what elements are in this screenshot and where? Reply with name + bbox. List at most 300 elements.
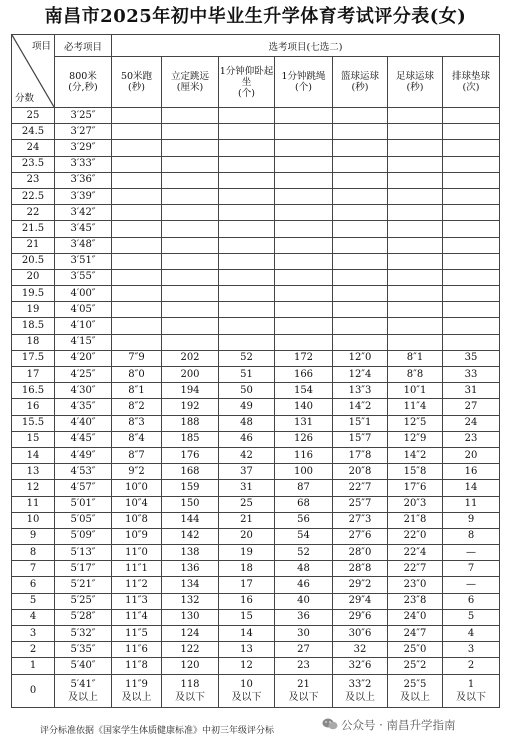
value-cell: 51 bbox=[219, 367, 275, 383]
value-cell: 3′51″ bbox=[55, 253, 112, 269]
corner-score-label: 分数 bbox=[15, 93, 35, 104]
value-cell bbox=[333, 253, 388, 269]
value-cell: 16 bbox=[443, 464, 500, 480]
value-cell: 142 bbox=[162, 528, 219, 544]
value-cell: 27″3 bbox=[333, 512, 388, 528]
table-row bbox=[12, 415, 500, 431]
value-cell: 22″7 bbox=[388, 561, 443, 577]
score-cell: 4 bbox=[12, 609, 55, 625]
column-header-8: 排球垫球 (次) bbox=[443, 57, 500, 108]
value-cell: 29″2 bbox=[333, 577, 388, 593]
value-cell bbox=[162, 302, 219, 318]
value-cell: 23 bbox=[443, 431, 500, 447]
value-cell bbox=[219, 156, 275, 172]
value-cell: 42 bbox=[219, 447, 275, 463]
value-cell bbox=[275, 269, 333, 285]
value-cell bbox=[388, 156, 443, 172]
value-cell bbox=[275, 108, 333, 124]
score-cell: 15.5 bbox=[12, 415, 55, 431]
value-cell bbox=[112, 318, 162, 334]
value-cell bbox=[333, 269, 388, 285]
value-cell: 150 bbox=[162, 496, 219, 512]
score-cell: 2 bbox=[12, 642, 55, 658]
value-cell: 100 bbox=[275, 464, 333, 480]
value-cell bbox=[333, 237, 388, 253]
column-header-6: 篮球运球 (秒) bbox=[333, 57, 388, 108]
value-cell: 159 bbox=[162, 480, 219, 496]
value-cell bbox=[388, 302, 443, 318]
value-cell: 35 bbox=[443, 350, 500, 366]
table-row bbox=[12, 383, 500, 399]
table-row bbox=[12, 140, 500, 156]
value-cell: 25″0 bbox=[388, 642, 443, 658]
value-cell bbox=[112, 334, 162, 350]
value-cell bbox=[219, 205, 275, 221]
value-cell bbox=[275, 124, 333, 140]
score-cell: 17.5 bbox=[12, 350, 55, 366]
value-cell: 24″0 bbox=[388, 609, 443, 625]
value-cell: 4′10″ bbox=[55, 318, 112, 334]
value-cell: 14 bbox=[219, 626, 275, 642]
value-cell: 126 bbox=[275, 431, 333, 447]
value-cell: 31 bbox=[219, 480, 275, 496]
value-cell: 2 bbox=[443, 658, 500, 674]
table-row bbox=[12, 156, 500, 172]
watermark-text: 公众号 · 南昌升学指南 bbox=[341, 718, 456, 732]
value-cell bbox=[219, 253, 275, 269]
column-header-2: 50米跑 (秒) bbox=[112, 57, 162, 108]
value-cell bbox=[275, 221, 333, 237]
table-row bbox=[12, 269, 500, 285]
table-row bbox=[12, 302, 500, 318]
value-cell: 11″1 bbox=[112, 561, 162, 577]
value-cell: 4′57″ bbox=[55, 480, 112, 496]
table-row bbox=[12, 496, 500, 512]
value-cell: 15″1 bbox=[333, 415, 388, 431]
score-cell: 8 bbox=[12, 545, 55, 561]
value-cell: 5′40″ bbox=[55, 658, 112, 674]
value-cell: 3′42″ bbox=[55, 205, 112, 221]
value-cell: 3′48″ bbox=[55, 237, 112, 253]
value-cell bbox=[443, 188, 500, 204]
value-cell: 124 bbox=[162, 626, 219, 642]
value-cell bbox=[443, 286, 500, 302]
value-cell: 31 bbox=[443, 383, 500, 399]
table-row bbox=[12, 399, 500, 415]
score-cell: 22.5 bbox=[12, 188, 55, 204]
table-row bbox=[12, 545, 500, 561]
value-cell: 19 bbox=[219, 545, 275, 561]
value-cell bbox=[219, 188, 275, 204]
value-cell: 10″9 bbox=[112, 528, 162, 544]
value-cell: 8″1 bbox=[112, 383, 162, 399]
score-cell: 7 bbox=[12, 561, 55, 577]
value-cell: 14″2 bbox=[388, 447, 443, 463]
value-cell bbox=[162, 156, 219, 172]
value-cell: 21″8 bbox=[388, 512, 443, 528]
value-cell: 8″2 bbox=[112, 399, 162, 415]
table-row bbox=[12, 642, 500, 658]
value-cell: 8″3 bbox=[112, 415, 162, 431]
value-cell: 29″4 bbox=[333, 593, 388, 609]
value-cell: 21 bbox=[219, 512, 275, 528]
value-cell bbox=[275, 286, 333, 302]
value-cell: 30″6 bbox=[333, 626, 388, 642]
value-cell: 11″2 bbox=[112, 577, 162, 593]
value-cell: 4′30″ bbox=[55, 383, 112, 399]
value-cell bbox=[388, 334, 443, 350]
value-cell bbox=[388, 237, 443, 253]
score-cell: 21 bbox=[12, 237, 55, 253]
value-cell bbox=[219, 140, 275, 156]
value-cell: 188 bbox=[162, 415, 219, 431]
table-row bbox=[12, 188, 500, 204]
score-cell: 20.5 bbox=[12, 253, 55, 269]
value-cell bbox=[333, 334, 388, 350]
value-cell: 4′15″ bbox=[55, 334, 112, 350]
value-cell bbox=[162, 221, 219, 237]
value-cell: 46 bbox=[275, 577, 333, 593]
value-cell: 154 bbox=[275, 383, 333, 399]
value-cell: 22″7 bbox=[333, 480, 388, 496]
value-cell: 28″0 bbox=[333, 545, 388, 561]
value-cell: 138 bbox=[162, 545, 219, 561]
value-cell: 5′05″ bbox=[55, 512, 112, 528]
value-cell: 54 bbox=[275, 528, 333, 544]
score-cell: 18.5 bbox=[12, 318, 55, 334]
value-cell: 166 bbox=[275, 367, 333, 383]
value-cell: 11″3 bbox=[112, 593, 162, 609]
value-cell: 10″0 bbox=[112, 480, 162, 496]
value-cell bbox=[112, 140, 162, 156]
value-cell bbox=[443, 205, 500, 221]
value-cell: 116 bbox=[275, 447, 333, 463]
table-row bbox=[12, 480, 500, 496]
value-cell bbox=[112, 172, 162, 188]
table-row bbox=[12, 253, 500, 269]
value-cell: 168 bbox=[162, 464, 219, 480]
value-cell: 28″8 bbox=[333, 561, 388, 577]
value-cell: 118 及以下 bbox=[162, 674, 219, 707]
wechat-icon bbox=[322, 717, 338, 731]
value-cell: 7 bbox=[443, 561, 500, 577]
value-cell: 56 bbox=[275, 512, 333, 528]
value-cell: 7″9 bbox=[112, 350, 162, 366]
value-cell: 9″2 bbox=[112, 464, 162, 480]
value-cell: 200 bbox=[162, 367, 219, 383]
score-cell: 14 bbox=[12, 447, 55, 463]
value-cell bbox=[275, 140, 333, 156]
column-header-3: 立定跳远 (厘米) bbox=[162, 57, 219, 108]
value-cell: 3′33″ bbox=[55, 156, 112, 172]
value-cell: 10″1 bbox=[388, 383, 443, 399]
value-cell: 32 bbox=[333, 642, 388, 658]
value-cell: 3′36″ bbox=[55, 172, 112, 188]
value-cell: 24 bbox=[443, 415, 500, 431]
score-cell: 13 bbox=[12, 464, 55, 480]
score-cell: 16 bbox=[12, 399, 55, 415]
column-header-row bbox=[12, 57, 500, 108]
value-cell bbox=[219, 269, 275, 285]
value-cell: 192 bbox=[162, 399, 219, 415]
value-cell: 8″8 bbox=[388, 367, 443, 383]
footer-note: 评分标准依据《国家学生体质健康标准》中初三年级评分标 bbox=[40, 726, 275, 736]
value-cell: 23 bbox=[275, 658, 333, 674]
value-cell: 8 bbox=[443, 528, 500, 544]
table-row bbox=[12, 528, 500, 544]
value-cell bbox=[275, 253, 333, 269]
value-cell: 140 bbox=[275, 399, 333, 415]
value-cell: 27″6 bbox=[333, 528, 388, 544]
value-cell: 8″1 bbox=[388, 350, 443, 366]
table-row bbox=[12, 447, 500, 463]
table-row bbox=[12, 593, 500, 609]
value-cell: 144 bbox=[162, 512, 219, 528]
value-cell: 4′25″ bbox=[55, 367, 112, 383]
value-cell: 27 bbox=[443, 399, 500, 415]
table-row bbox=[12, 626, 500, 642]
value-cell: 12″9 bbox=[388, 431, 443, 447]
table-row bbox=[12, 561, 500, 577]
value-cell: 8″7 bbox=[112, 447, 162, 463]
value-cell bbox=[388, 108, 443, 124]
value-cell: 87 bbox=[275, 480, 333, 496]
table-row bbox=[12, 334, 500, 350]
value-cell bbox=[162, 205, 219, 221]
score-cell: 25 bbox=[12, 108, 55, 124]
score-cell: 19 bbox=[12, 302, 55, 318]
value-cell bbox=[333, 108, 388, 124]
score-table-body bbox=[12, 108, 500, 708]
value-cell: 11″4 bbox=[112, 609, 162, 625]
value-cell: 15 bbox=[219, 609, 275, 625]
column-header-1: 800米 (分,秒) bbox=[55, 57, 112, 108]
value-cell: 22″0 bbox=[388, 528, 443, 544]
value-cell bbox=[162, 124, 219, 140]
value-cell bbox=[333, 302, 388, 318]
value-cell bbox=[388, 318, 443, 334]
score-cell: 9 bbox=[12, 528, 55, 544]
value-cell bbox=[162, 188, 219, 204]
required-group-header: 必考项目 bbox=[55, 35, 112, 57]
value-cell bbox=[112, 286, 162, 302]
score-cell: 20 bbox=[12, 269, 55, 285]
value-cell: 24″7 bbox=[388, 626, 443, 642]
value-cell bbox=[219, 286, 275, 302]
value-cell bbox=[443, 108, 500, 124]
value-cell bbox=[112, 124, 162, 140]
value-cell bbox=[162, 318, 219, 334]
value-cell: 1 及以下 bbox=[443, 674, 500, 707]
value-cell: 185 bbox=[162, 431, 219, 447]
value-cell: 50 bbox=[219, 383, 275, 399]
value-cell: — bbox=[443, 545, 500, 561]
value-cell bbox=[219, 172, 275, 188]
value-cell bbox=[162, 140, 219, 156]
table-row bbox=[12, 172, 500, 188]
table-row bbox=[12, 609, 500, 625]
value-cell bbox=[333, 221, 388, 237]
value-cell: 5′32″ bbox=[55, 626, 112, 642]
value-cell bbox=[162, 334, 219, 350]
value-cell: 5 bbox=[443, 609, 500, 625]
value-cell bbox=[388, 253, 443, 269]
value-cell: — bbox=[443, 577, 500, 593]
value-cell bbox=[162, 269, 219, 285]
value-cell bbox=[333, 205, 388, 221]
value-cell bbox=[388, 286, 443, 302]
column-header-5: 1分钟跳绳 (个) bbox=[275, 57, 333, 108]
value-cell bbox=[162, 108, 219, 124]
value-cell bbox=[219, 318, 275, 334]
column-header-7: 足球运球 (秒) bbox=[388, 57, 443, 108]
value-cell bbox=[333, 286, 388, 302]
value-cell bbox=[443, 253, 500, 269]
score-cell: 17 bbox=[12, 367, 55, 383]
value-cell: 11″4 bbox=[388, 399, 443, 415]
value-cell bbox=[443, 172, 500, 188]
value-cell: 3′29″ bbox=[55, 140, 112, 156]
value-cell bbox=[333, 140, 388, 156]
value-cell: 48 bbox=[219, 415, 275, 431]
value-cell bbox=[219, 124, 275, 140]
page-title: 南昌市2025年初中毕业生升学体育考试评分表(女) bbox=[44, 6, 467, 27]
score-cell: 24.5 bbox=[12, 124, 55, 140]
score-cell: 1 bbox=[12, 658, 55, 674]
value-cell: 4′00″ bbox=[55, 286, 112, 302]
value-cell: 48 bbox=[275, 561, 333, 577]
table-row bbox=[12, 674, 500, 707]
value-cell bbox=[219, 108, 275, 124]
value-cell: 33″2 及以上 bbox=[333, 674, 388, 707]
value-cell: 15″7 bbox=[333, 431, 388, 447]
table-row bbox=[12, 350, 500, 366]
score-cell: 11 bbox=[12, 496, 55, 512]
value-cell: 16 bbox=[219, 593, 275, 609]
value-cell bbox=[443, 269, 500, 285]
value-cell bbox=[388, 172, 443, 188]
value-cell: 13″3 bbox=[333, 383, 388, 399]
value-cell: 36 bbox=[275, 609, 333, 625]
value-cell bbox=[275, 156, 333, 172]
value-cell bbox=[112, 221, 162, 237]
value-cell: 17″6 bbox=[388, 480, 443, 496]
value-cell: 202 bbox=[162, 350, 219, 366]
value-cell bbox=[388, 188, 443, 204]
value-cell: 4′05″ bbox=[55, 302, 112, 318]
value-cell: 3′55″ bbox=[55, 269, 112, 285]
value-cell bbox=[388, 140, 443, 156]
value-cell: 136 bbox=[162, 561, 219, 577]
elective-group-header: 选考项目(七选二) bbox=[112, 35, 500, 57]
value-cell: 11″8 bbox=[112, 658, 162, 674]
value-cell bbox=[162, 172, 219, 188]
value-cell bbox=[443, 221, 500, 237]
value-cell: 20 bbox=[443, 447, 500, 463]
value-cell bbox=[275, 205, 333, 221]
score-cell: 12 bbox=[12, 480, 55, 496]
value-cell: 132 bbox=[162, 593, 219, 609]
value-cell bbox=[112, 188, 162, 204]
score-cell: 18 bbox=[12, 334, 55, 350]
value-cell bbox=[388, 124, 443, 140]
value-cell bbox=[275, 237, 333, 253]
value-cell: 10 及以下 bbox=[219, 674, 275, 707]
value-cell bbox=[162, 286, 219, 302]
corner-header-cell bbox=[12, 35, 55, 108]
value-cell bbox=[275, 318, 333, 334]
score-cell: 10 bbox=[12, 512, 55, 528]
value-cell: 29″6 bbox=[333, 609, 388, 625]
table-row bbox=[12, 464, 500, 480]
value-cell bbox=[443, 124, 500, 140]
value-cell: 11″6 bbox=[112, 642, 162, 658]
value-cell: 17″8 bbox=[333, 447, 388, 463]
value-cell: 13 bbox=[219, 642, 275, 658]
value-cell: 27 bbox=[275, 642, 333, 658]
value-cell bbox=[112, 205, 162, 221]
value-cell: 33 bbox=[443, 367, 500, 383]
table-row bbox=[12, 577, 500, 593]
value-cell: 11″0 bbox=[112, 545, 162, 561]
value-cell: 14 bbox=[443, 480, 500, 496]
value-cell bbox=[443, 140, 500, 156]
value-cell bbox=[162, 237, 219, 253]
score-cell: 23.5 bbox=[12, 156, 55, 172]
value-cell: 120 bbox=[162, 658, 219, 674]
value-cell: 172 bbox=[275, 350, 333, 366]
table-row bbox=[12, 237, 500, 253]
watermark bbox=[322, 717, 455, 733]
score-cell: 24 bbox=[12, 140, 55, 156]
value-cell: 5′41″ 及以上 bbox=[55, 674, 112, 707]
value-cell: 5′13″ bbox=[55, 545, 112, 561]
value-cell: 5′09″ bbox=[55, 528, 112, 544]
value-cell: 11 bbox=[443, 496, 500, 512]
value-cell: 4 bbox=[443, 626, 500, 642]
value-cell: 4′53″ bbox=[55, 464, 112, 480]
value-cell: 8″0 bbox=[112, 367, 162, 383]
value-cell: 25″7 bbox=[333, 496, 388, 512]
value-cell: 15″8 bbox=[388, 464, 443, 480]
score-cell: 5 bbox=[12, 593, 55, 609]
value-cell: 3′39″ bbox=[55, 188, 112, 204]
value-cell: 12″0 bbox=[333, 350, 388, 366]
value-cell: 10″4 bbox=[112, 496, 162, 512]
table-row bbox=[12, 108, 500, 124]
value-cell: 176 bbox=[162, 447, 219, 463]
table-row bbox=[12, 431, 500, 447]
value-cell: 68 bbox=[275, 496, 333, 512]
value-cell: 23″8 bbox=[388, 593, 443, 609]
value-cell: 5′35″ bbox=[55, 642, 112, 658]
score-cell: 6 bbox=[12, 577, 55, 593]
value-cell: 3′25″ bbox=[55, 108, 112, 124]
value-cell: 4′20″ bbox=[55, 350, 112, 366]
value-cell bbox=[443, 318, 500, 334]
score-cell: 21.5 bbox=[12, 221, 55, 237]
value-cell: 5′28″ bbox=[55, 609, 112, 625]
table-row bbox=[12, 318, 500, 334]
value-cell bbox=[443, 156, 500, 172]
value-cell bbox=[112, 108, 162, 124]
value-cell bbox=[333, 188, 388, 204]
value-cell: 32″6 bbox=[333, 658, 388, 674]
value-cell: 12″5 bbox=[388, 415, 443, 431]
value-cell bbox=[333, 318, 388, 334]
value-cell: 4′40″ bbox=[55, 415, 112, 431]
table-row bbox=[12, 658, 500, 674]
